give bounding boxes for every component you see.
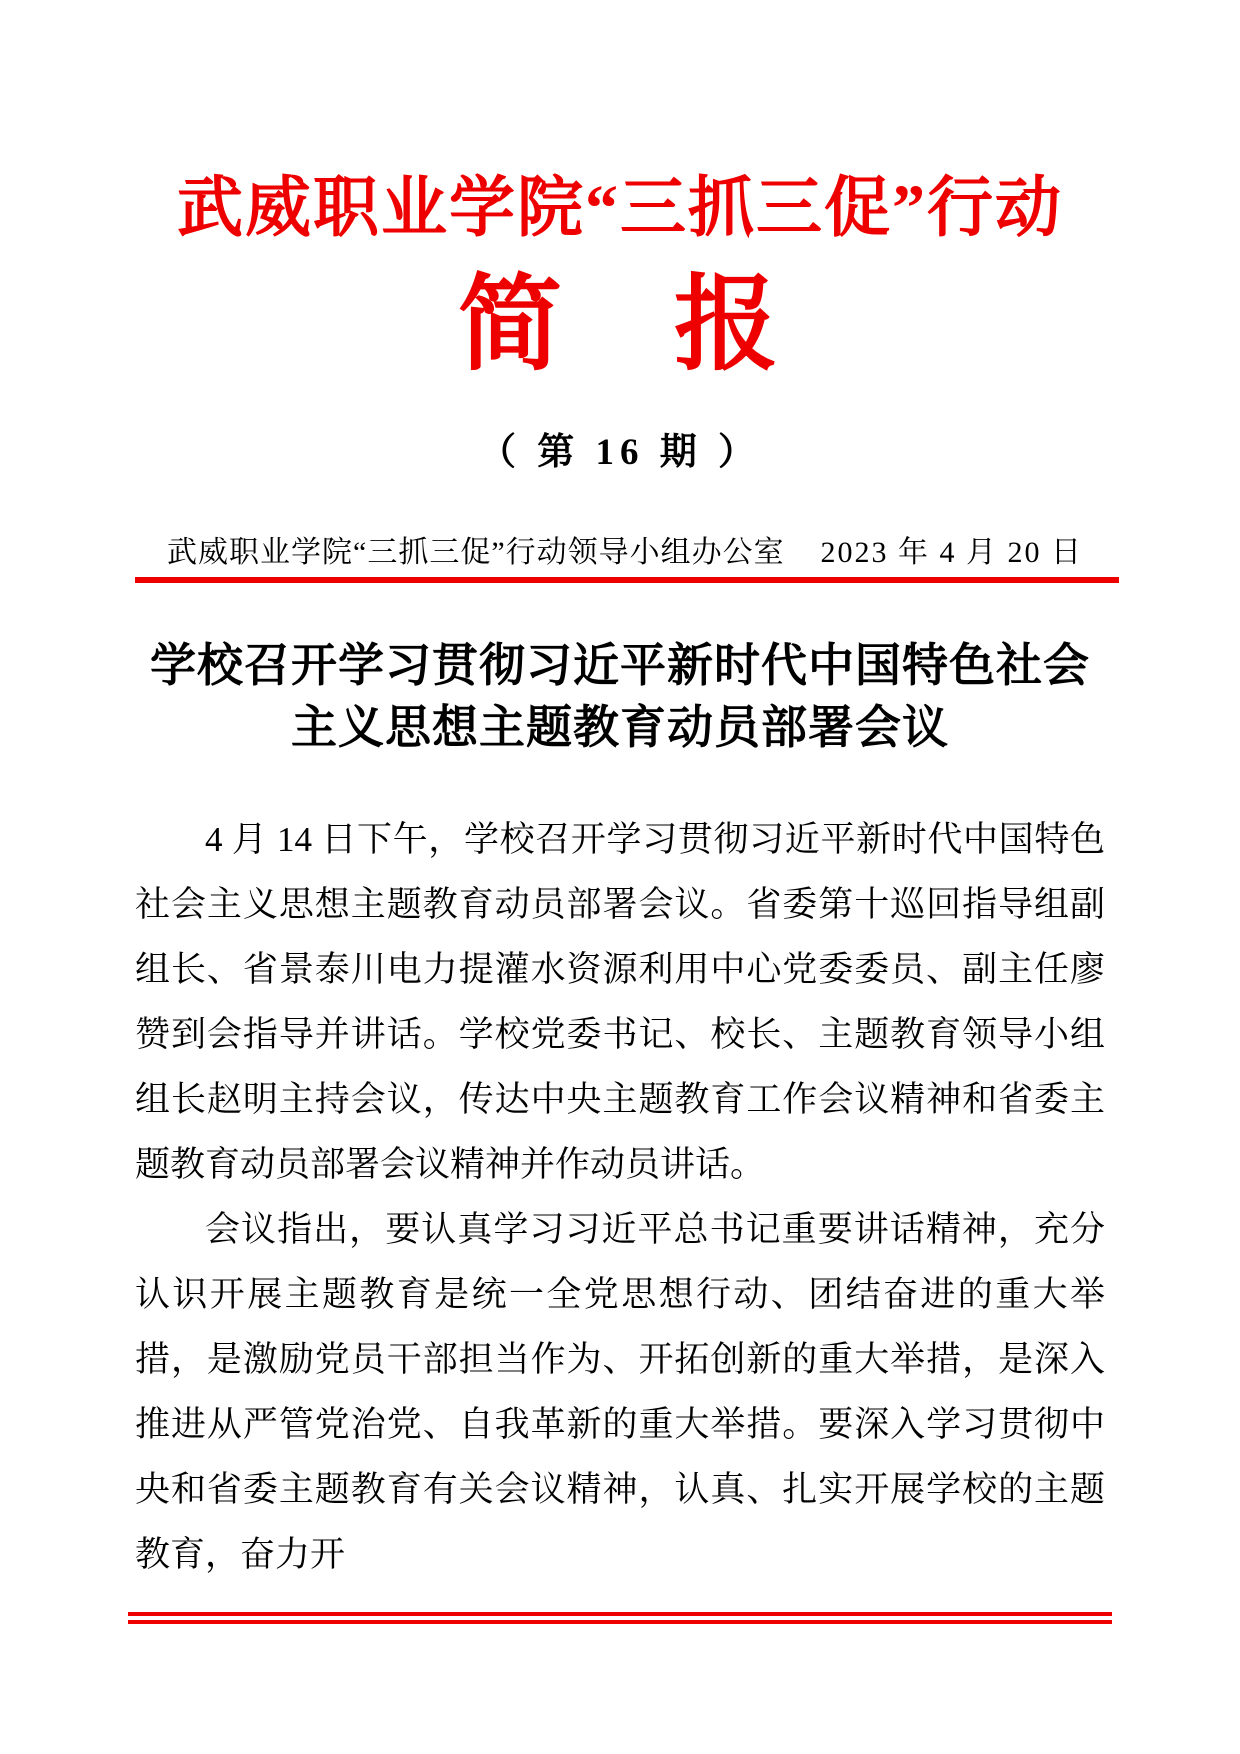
masthead-subtitle: 简 报 bbox=[457, 267, 782, 383]
page-content bbox=[135, 168, 1105, 1587]
article-body bbox=[135, 807, 1105, 1587]
publish-date: 2023 年 4 月 20 日 bbox=[820, 535, 1083, 569]
publisher-name: 武威职业学院“三抓三促”行动领导小组办公室 bbox=[167, 535, 785, 569]
masthead-title: 武威职业学院“三抓三促”行动 bbox=[177, 172, 1063, 245]
article-title-line1: 学校召开学习贯彻习近平新时代中国特色社会 bbox=[150, 639, 1090, 691]
paragraph: 会议指出，要认真学习习近平总书记重要讲话精神，充分认识开展主题教育是统一全党思想行动、团结奋进的重大举措，是激励党员干部担当作为、开拓创新的重大举措，是深入推进从严管党治党、自我革新的重大举措。要深入学习贯彻中央和省委主题教育有关会议精神，认真、扎实开展学校的主题教育，奋力开 bbox=[135, 1209, 1105, 1574]
paragraph: 4 月 14 日下午，学校召开学习贯彻习近平新时代中国特色社会主义思想主题教育动员部署会议。省委第十巡回指导组副组长、省景泰川电力提灌水资源利用中心党委委员、副主任廖赞到会指导并讲话。学校党委书记、校长、主题教育领导小组组长赵明主持会议，传达中央主题教育工作会议精神和省委主题教育动员部署会议精神并作动员讲话。 bbox=[135, 819, 1105, 1184]
footer-double-red-rule bbox=[128, 1612, 1112, 1624]
header-red-rule bbox=[135, 577, 1119, 583]
article-title-line2: 主义思想主题教育动员部署会议 bbox=[291, 701, 949, 753]
article-title bbox=[135, 635, 1105, 759]
issue-number: （ 第 16 期 ） bbox=[479, 431, 761, 473]
publisher-date-row bbox=[135, 527, 1105, 571]
